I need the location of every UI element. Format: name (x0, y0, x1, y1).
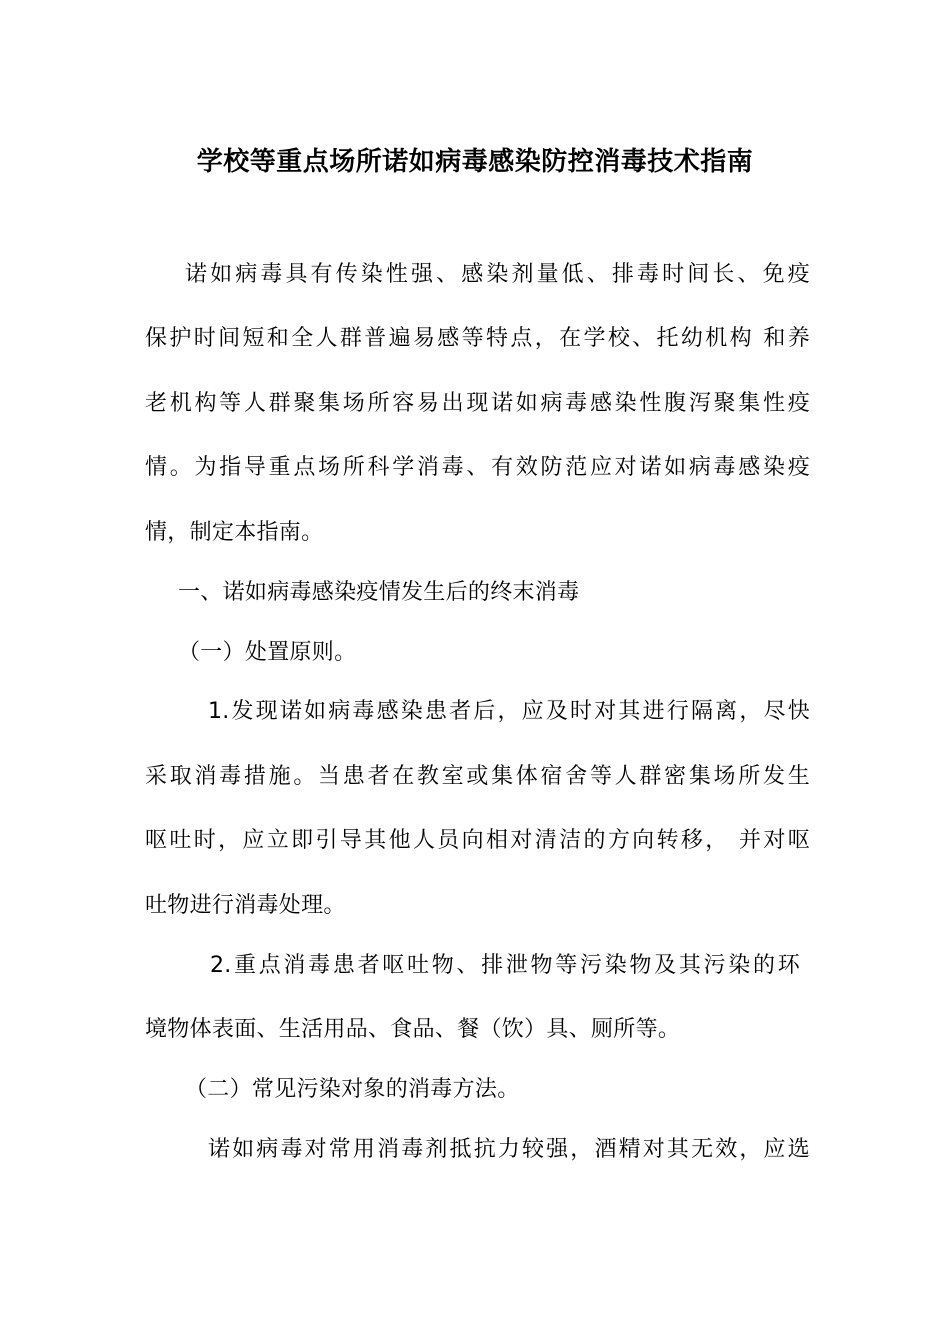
paragraph-line: 2.重点消毒患者呕吐物、排泄物等污染物及其污染的环 (210, 953, 800, 978)
paragraph-line: 采取消毒措施。当患者在教室或集体宿舍等人群密集场所发生 (145, 764, 810, 789)
paragraph-line: 保护时间短和全人群普遍易感等特点，在学校、托幼机构 和养 (145, 326, 810, 351)
paragraph-line: 诺如病毒具有传染性强、感染剂量低、排毒时间长、免疫 (185, 262, 810, 287)
paragraph-line: 老机构等人群聚集场所容易出现诺如病毒感染性腹泻聚集性疫 (145, 391, 810, 416)
paragraph-line: 吐物进行消毒处理。 (145, 893, 346, 918)
paragraph-line: 情，制定本指南。 (145, 520, 324, 545)
subsection-heading: （一）处置原则。 (178, 640, 357, 665)
section-heading: 一、诺如病毒感染疫情发生后的终末消毒 (178, 580, 580, 605)
paragraph-line: 呕吐时，应立即引导其他人员向相对清洁的方向转移， 并对呕 (145, 828, 810, 853)
paragraph-line: 境物体表面、生活用品、食品、餐（饮）具、厕所等。 (145, 1017, 681, 1042)
paragraph-line: 1.发现诺如病毒感染患者后，应及时对其进行隔离，尽快 (208, 699, 810, 724)
subsection-heading: （二）常见污染对象的消毒方法。 (185, 1077, 520, 1102)
document-title: 学校等重点场所诺如病毒感染防控消毒技术指南 (196, 147, 754, 177)
paragraph-line: 情。为指导重点场所科学消毒、有效防范应对诺如病毒感染疫 (145, 455, 810, 480)
paragraph-line: 诺如病毒对常用消毒剂抵抗力较强，酒精对其无效，应选 (208, 1137, 810, 1162)
